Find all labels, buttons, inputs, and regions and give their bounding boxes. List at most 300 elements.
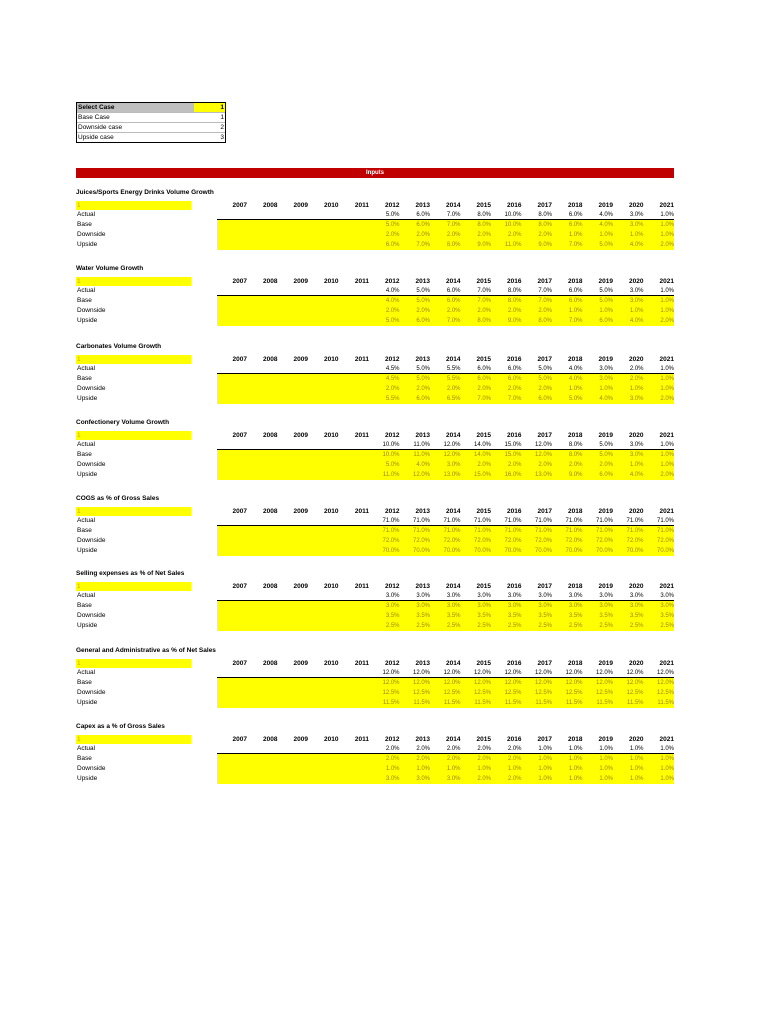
row-cells <box>217 621 675 631</box>
value-cell[interactable]: 12.0% <box>583 678 614 688</box>
value-cell[interactable]: 1.0% <box>644 230 675 240</box>
value-cell: 10.0% <box>382 442 400 448</box>
value-cell[interactable]: 6.0% <box>491 374 522 384</box>
case-selector-cell[interactable]: 1 <box>76 277 191 286</box>
value-cell[interactable]: 12.5% <box>400 688 431 698</box>
value-cell[interactable]: 3.0% <box>369 601 400 611</box>
year-header: 2012 <box>385 660 400 667</box>
value-cell[interactable]: 1.0% <box>644 296 675 306</box>
value-cell[interactable]: 3.0% <box>522 601 553 611</box>
value-cell[interactable]: 6.0% <box>522 394 553 404</box>
case-selector-cell[interactable]: 1 <box>76 735 191 744</box>
value-cell[interactable]: 4.0% <box>583 394 614 404</box>
value-cell[interactable]: 2.0% <box>369 754 400 764</box>
value-cell[interactable]: 2.0% <box>400 230 431 240</box>
value-cell[interactable]: 2.0% <box>461 384 492 394</box>
value-cell[interactable]: 1.0% <box>430 764 461 774</box>
value-cell[interactable]: 70.0% <box>461 546 492 556</box>
value-cell[interactable]: 1.0% <box>613 230 644 240</box>
value-cell[interactable]: 2.0% <box>522 306 553 316</box>
value-cell[interactable]: 12.0% <box>400 470 431 480</box>
value-cell: 1.0% <box>599 746 613 752</box>
value-cell[interactable]: 6.0% <box>400 316 431 326</box>
value-cell[interactable]: 12.5% <box>613 688 644 698</box>
value-cell[interactable]: 3.0% <box>400 774 431 784</box>
value-cell[interactable]: 2.0% <box>522 460 553 470</box>
value-cell[interactable]: 9.0% <box>461 240 492 250</box>
value-cell[interactable]: 3.0% <box>583 601 614 611</box>
row-label: Actual <box>77 365 96 372</box>
value-cell[interactable]: 4.0% <box>613 316 644 326</box>
value-cell[interactable]: 10.0% <box>491 220 522 230</box>
value-cell[interactable]: 8.0% <box>461 316 492 326</box>
empty-cell <box>247 374 278 384</box>
value-cell[interactable]: 5.0% <box>583 240 614 250</box>
row-label: Downside <box>77 612 106 619</box>
value-cell[interactable]: 1.0% <box>552 764 583 774</box>
value-cell[interactable]: 2.5% <box>491 621 522 631</box>
value-cell[interactable]: 1.0% <box>491 764 522 774</box>
case-selector-cell[interactable]: 1 <box>76 582 191 591</box>
section-title: COGS as % of Gross Sales <box>76 495 160 502</box>
value-cell[interactable]: 2.0% <box>461 460 492 470</box>
value-cell[interactable]: 2.5% <box>369 621 400 631</box>
value-cell[interactable]: 12.5% <box>522 688 553 698</box>
value-cell[interactable]: 3.5% <box>400 611 431 621</box>
value-cell[interactable]: 72.0% <box>613 536 644 546</box>
value-cell: 12.0% <box>565 670 583 676</box>
value-cell[interactable]: 15.0% <box>461 470 492 480</box>
value-cell[interactable]: 11.5% <box>613 698 644 708</box>
year-header: 2010 <box>324 278 339 285</box>
value-cell[interactable]: 11.5% <box>430 698 461 708</box>
value-cell[interactable]: 7.0% <box>400 240 431 250</box>
value-cell[interactable]: 11.5% <box>552 698 583 708</box>
value-cell[interactable]: 7.0% <box>552 240 583 250</box>
value-cell[interactable]: 6.0% <box>552 220 583 230</box>
value-cell[interactable]: 1.0% <box>583 230 614 240</box>
value-cell[interactable]: 11.0% <box>400 450 431 460</box>
value-cell[interactable]: 1.0% <box>583 754 614 764</box>
value-cell[interactable]: 1.0% <box>613 774 644 784</box>
value-cell[interactable]: 2.0% <box>491 230 522 240</box>
value-cell[interactable]: 1.0% <box>522 774 553 784</box>
value-cell[interactable]: 12.5% <box>552 688 583 698</box>
value-cell[interactable]: 2.0% <box>369 230 400 240</box>
empty-cell <box>247 744 278 753</box>
value-cell[interactable]: 3.0% <box>430 460 461 470</box>
value-cell[interactable]: 2.5% <box>400 621 431 631</box>
value-cell[interactable]: 2.5% <box>430 621 461 631</box>
value-cell[interactable]: 2.0% <box>400 754 431 764</box>
value-cell[interactable]: 1.0% <box>369 764 400 774</box>
value-cell[interactable]: 1.0% <box>644 384 675 394</box>
value-cell[interactable]: 11.5% <box>644 698 675 708</box>
value-cell[interactable]: 1.0% <box>583 764 614 774</box>
value-cell[interactable]: 2.0% <box>369 306 400 316</box>
value-cell[interactable]: 5.5% <box>430 374 461 384</box>
value-cell[interactable]: 2.5% <box>461 621 492 631</box>
value-cell[interactable]: 72.0% <box>400 536 431 546</box>
value-cell[interactable]: 2.0% <box>583 460 614 470</box>
row-label: Base <box>77 375 92 382</box>
value-cell[interactable]: 3.0% <box>613 450 644 460</box>
value-cell[interactable]: 12.5% <box>369 688 400 698</box>
value-cell[interactable]: 5.0% <box>552 394 583 404</box>
value-cell[interactable]: 5.5% <box>369 394 400 404</box>
value-cell[interactable]: 3.0% <box>461 601 492 611</box>
value-cell[interactable]: 2.5% <box>613 621 644 631</box>
value-cell[interactable]: 6.0% <box>400 220 431 230</box>
value-cell[interactable]: 6.0% <box>583 316 614 326</box>
year-header: 2012 <box>385 583 400 590</box>
value-cell[interactable]: 3.0% <box>583 374 614 384</box>
value-cell[interactable]: 7.0% <box>491 394 522 404</box>
value-cell[interactable]: 11.5% <box>491 698 522 708</box>
case-selector-cell[interactable]: 1 <box>76 659 191 668</box>
empty-cell <box>339 306 370 316</box>
value-cell[interactable]: 8.0% <box>552 450 583 460</box>
value-cell[interactable]: 1.0% <box>552 306 583 316</box>
value-cell[interactable]: 11.0% <box>491 240 522 250</box>
case-selector-cell[interactable]: 1 <box>76 507 191 516</box>
section-title: Confectionery Volume Growth <box>76 419 170 426</box>
year-header: 2016 <box>507 660 522 667</box>
value-cell[interactable]: 2.0% <box>491 774 522 784</box>
year-header: 2010 <box>324 736 339 743</box>
value-cell[interactable]: 71.0% <box>369 526 400 536</box>
value-cell[interactable]: 1.0% <box>400 764 431 774</box>
empty-cell <box>278 536 309 546</box>
value-cell[interactable]: 5.0% <box>400 374 431 384</box>
value-cell[interactable]: 2.0% <box>430 754 461 764</box>
value-cell[interactable]: 8.0% <box>430 240 461 250</box>
value-cell[interactable]: 2.0% <box>400 306 431 316</box>
value-cell[interactable]: 2.0% <box>522 384 553 394</box>
year-header: 2021 <box>659 583 674 590</box>
value-cell[interactable]: 71.0% <box>491 526 522 536</box>
value-cell[interactable]: 72.0% <box>522 536 553 546</box>
value-cell[interactable]: 1.0% <box>583 306 614 316</box>
value-cell[interactable]: 5.0% <box>369 460 400 470</box>
value-cell[interactable]: 6.0% <box>583 470 614 480</box>
value-cell[interactable]: 7.0% <box>430 316 461 326</box>
value-cell[interactable]: 1.0% <box>613 460 644 470</box>
value-cell[interactable]: 1.0% <box>613 384 644 394</box>
value-cell[interactable]: 2.0% <box>461 230 492 240</box>
value-cell[interactable]: 2.0% <box>644 316 675 326</box>
value-cell[interactable]: 72.0% <box>583 536 614 546</box>
value-cell[interactable]: 2.0% <box>491 384 522 394</box>
value-cell[interactable]: 3.5% <box>613 611 644 621</box>
value-cell[interactable]: 2.5% <box>644 621 675 631</box>
value-cell[interactable]: 3.0% <box>400 601 431 611</box>
value-cell[interactable]: 12.0% <box>400 678 431 688</box>
value-cell[interactable]: 71.0% <box>522 526 553 536</box>
value-cell[interactable]: 70.0% <box>400 546 431 556</box>
value-cell[interactable]: 2.0% <box>613 374 644 384</box>
value-cell[interactable]: 3.5% <box>583 611 614 621</box>
value-cell[interactable]: 6.0% <box>369 240 400 250</box>
value-cell[interactable]: 1.0% <box>644 460 675 470</box>
value-cell[interactable]: 10.0% <box>369 450 400 460</box>
empty-cell <box>217 460 248 470</box>
empty-cell <box>247 210 278 219</box>
value-cell[interactable]: 1.0% <box>552 754 583 764</box>
value-cell[interactable]: 6.0% <box>461 374 492 384</box>
value-cell[interactable]: 2.0% <box>461 774 492 784</box>
value-cell[interactable]: 2.0% <box>552 460 583 470</box>
row-label: Upside <box>77 241 98 248</box>
value-cell[interactable]: 12.0% <box>644 678 675 688</box>
value-cell[interactable]: 12.0% <box>522 450 553 460</box>
value-cell[interactable]: 70.0% <box>644 546 675 556</box>
value-cell[interactable]: 1.0% <box>644 220 675 230</box>
value-cell[interactable]: 4.0% <box>400 460 431 470</box>
case-selector-cell[interactable]: 1 <box>76 431 191 440</box>
value-cell[interactable]: 2.5% <box>552 621 583 631</box>
year-header: 2016 <box>507 356 522 363</box>
value-cell[interactable]: 11.5% <box>461 698 492 708</box>
value-cell[interactable]: 1.0% <box>644 754 675 764</box>
year-header: 2011 <box>354 736 369 743</box>
value-cell[interactable]: 2.0% <box>461 306 492 316</box>
value-cell[interactable]: 5.0% <box>583 296 614 306</box>
value-cell[interactable]: 70.0% <box>369 546 400 556</box>
value-cell[interactable]: 7.0% <box>430 220 461 230</box>
value-cell[interactable]: 7.0% <box>522 296 553 306</box>
case-selector-cell[interactable]: 1 <box>76 355 191 364</box>
value-cell[interactable]: 3.0% <box>613 601 644 611</box>
value-cell[interactable]: 3.5% <box>430 611 461 621</box>
empty-cell <box>247 286 278 295</box>
value-cell[interactable]: 6.5% <box>430 394 461 404</box>
value-cell[interactable]: 12.5% <box>430 688 461 698</box>
value-cell[interactable]: 1.0% <box>552 384 583 394</box>
value-cell[interactable]: 4.0% <box>583 220 614 230</box>
value-cell[interactable]: 6.0% <box>430 296 461 306</box>
value-cell[interactable]: 3.0% <box>613 296 644 306</box>
empty-cell <box>339 394 370 404</box>
value-cell[interactable]: 13.0% <box>430 470 461 480</box>
value-cell[interactable]: 11.5% <box>583 698 614 708</box>
empty-cell <box>217 240 248 250</box>
value-cell[interactable]: 3.0% <box>613 394 644 404</box>
value-cell[interactable]: 72.0% <box>369 536 400 546</box>
value-cell: 12.0% <box>412 670 430 676</box>
value-cell[interactable]: 12.5% <box>491 688 522 698</box>
value-cell[interactable]: 12.0% <box>430 450 461 460</box>
value-cell[interactable]: 11.0% <box>369 470 400 480</box>
value-cell[interactable]: 12.0% <box>491 678 522 688</box>
value-cell[interactable]: 2.0% <box>491 460 522 470</box>
value-cell[interactable]: 3.0% <box>369 774 400 784</box>
value-cell[interactable]: 70.0% <box>583 546 614 556</box>
value-cell[interactable]: 1.0% <box>583 774 614 784</box>
value-cell[interactable]: 70.0% <box>430 546 461 556</box>
value-cell[interactable]: 6.0% <box>552 296 583 306</box>
value-cell[interactable]: 1.0% <box>644 764 675 774</box>
value-cell[interactable]: 2.0% <box>491 754 522 764</box>
value-cell[interactable]: 1.0% <box>522 754 553 764</box>
value-cell[interactable]: 11.5% <box>522 698 553 708</box>
row-cells <box>217 286 675 296</box>
value-cell[interactable]: 70.0% <box>522 546 553 556</box>
value-cell[interactable]: 12.0% <box>430 678 461 688</box>
row-label: Upside <box>77 395 98 402</box>
input-section <box>76 722 674 784</box>
value-cell[interactable]: 2.5% <box>583 621 614 631</box>
value-cell[interactable]: 8.0% <box>522 316 553 326</box>
value-cell[interactable]: 1.0% <box>552 774 583 784</box>
value-cell[interactable]: 15.0% <box>491 450 522 460</box>
value-cell[interactable]: 4.0% <box>613 240 644 250</box>
value-cell[interactable]: 5.0% <box>522 374 553 384</box>
value-cell[interactable]: 2.0% <box>644 240 675 250</box>
table-row-downside <box>76 688 674 698</box>
case-selector-value-cell[interactable]: 1 <box>194 103 225 112</box>
value-cell[interactable]: 70.0% <box>491 546 522 556</box>
value-cell[interactable]: 3.5% <box>644 611 675 621</box>
value-cell[interactable]: 7.0% <box>461 394 492 404</box>
value-cell[interactable]: 1.0% <box>522 764 553 774</box>
value-cell: 2.0% <box>385 746 400 752</box>
row-cells <box>217 546 675 556</box>
value-cell[interactable]: 72.0% <box>430 536 461 546</box>
value-cell[interactable]: 72.0% <box>491 536 522 546</box>
value-cell[interactable]: 2.0% <box>644 394 675 404</box>
value-cell[interactable]: 9.0% <box>552 470 583 480</box>
value-cell[interactable]: 3.0% <box>613 220 644 230</box>
value-cell[interactable]: 4.0% <box>552 374 583 384</box>
value-cell[interactable]: 3.5% <box>552 611 583 621</box>
empty-cell <box>217 774 248 784</box>
value-cell[interactable]: 5.0% <box>369 316 400 326</box>
value-cell[interactable]: 71.0% <box>583 526 614 536</box>
value-cell[interactable]: 12.0% <box>461 678 492 688</box>
value-cell[interactable]: 1.0% <box>461 764 492 774</box>
value-cell[interactable]: 7.0% <box>552 316 583 326</box>
value-cell[interactable]: 3.0% <box>430 601 461 611</box>
value-cell[interactable]: 1.0% <box>644 306 675 316</box>
value-cell[interactable]: 14.0% <box>461 450 492 460</box>
value-cell[interactable]: 12.0% <box>613 678 644 688</box>
value-cell[interactable]: 2.0% <box>430 384 461 394</box>
value-cell[interactable]: 1.0% <box>613 764 644 774</box>
empty-cell <box>339 668 370 677</box>
value-cell[interactable]: 4.5% <box>369 374 400 384</box>
value-cell[interactable]: 71.0% <box>644 526 675 536</box>
year-header: 2020 <box>629 202 644 209</box>
value-cell[interactable]: 1.0% <box>583 384 614 394</box>
value-cell[interactable]: 11.5% <box>369 698 400 708</box>
value-cell[interactable]: 1.0% <box>613 306 644 316</box>
year-header: 2017 <box>537 278 552 285</box>
value-cell[interactable]: 5.0% <box>583 450 614 460</box>
value-cell[interactable]: 70.0% <box>613 546 644 556</box>
value-cell[interactable]: 1.0% <box>613 754 644 764</box>
value-cell[interactable]: 3.0% <box>644 601 675 611</box>
value-cell[interactable]: 72.0% <box>552 536 583 546</box>
value-cell[interactable]: 71.0% <box>613 526 644 536</box>
case-selector-cell[interactable]: 1 <box>76 201 191 210</box>
value-cell[interactable]: 12.0% <box>522 678 553 688</box>
value-cell[interactable]: 2.0% <box>400 384 431 394</box>
empty-cell <box>308 688 339 698</box>
value-cell[interactable]: 8.0% <box>461 220 492 230</box>
value-cell[interactable]: 12.5% <box>583 688 614 698</box>
value-cell[interactable]: 2.0% <box>430 230 461 240</box>
value-cell[interactable]: 71.0% <box>552 526 583 536</box>
value-cell[interactable]: 70.0% <box>552 546 583 556</box>
value-cell[interactable]: 2.5% <box>522 621 553 631</box>
value-cell[interactable]: 2.0% <box>522 230 553 240</box>
value-cell[interactable]: 12.0% <box>552 678 583 688</box>
value-cell: 14.0% <box>473 442 491 448</box>
value-cell[interactable]: 71.0% <box>400 526 431 536</box>
value-cell[interactable]: 72.0% <box>644 536 675 546</box>
value-cell[interactable]: 71.0% <box>461 526 492 536</box>
value-cell[interactable]: 5.0% <box>400 296 431 306</box>
value-cell[interactable]: 71.0% <box>430 526 461 536</box>
value-cell[interactable]: 2.0% <box>369 384 400 394</box>
value-cell[interactable]: 11.5% <box>400 698 431 708</box>
value-cell[interactable]: 9.0% <box>491 316 522 326</box>
value-cell: 12.0% <box>656 670 674 676</box>
value-cell: 6.0% <box>416 212 430 218</box>
table-row-base <box>76 374 674 384</box>
value-cell[interactable]: 2.0% <box>430 306 461 316</box>
value-cell[interactable]: 12.5% <box>644 688 675 698</box>
value-cell[interactable]: 5.0% <box>369 220 400 230</box>
value-cell[interactable]: 3.0% <box>552 601 583 611</box>
value-cell[interactable]: 8.0% <box>491 296 522 306</box>
value-cell[interactable]: 12.0% <box>369 678 400 688</box>
value-cell[interactable]: 3.5% <box>369 611 400 621</box>
value-cell[interactable]: 2.0% <box>461 754 492 764</box>
value-cell[interactable]: 1.0% <box>644 374 675 384</box>
empty-cell <box>217 364 248 373</box>
value-cell: 1.0% <box>660 366 674 372</box>
value-cell[interactable]: 2.0% <box>644 470 675 480</box>
value-cell[interactable]: 4.0% <box>613 470 644 480</box>
value-cell[interactable]: 16.0% <box>491 470 522 480</box>
value-cell: 4.5% <box>385 366 400 372</box>
value-cell[interactable]: 1.0% <box>552 230 583 240</box>
empty-cell <box>247 546 278 556</box>
value-cell[interactable]: 1.0% <box>644 450 675 460</box>
value-cell: 5.0% <box>416 288 430 294</box>
value-cell[interactable]: 72.0% <box>461 536 492 546</box>
row-cells <box>217 754 675 764</box>
value-cell[interactable]: 12.5% <box>461 688 492 698</box>
value-cell[interactable]: 13.0% <box>522 470 553 480</box>
value-cell[interactable]: 1.0% <box>644 774 675 784</box>
value-cell[interactable]: 8.0% <box>522 220 553 230</box>
value-cell[interactable]: 3.5% <box>522 611 553 621</box>
value-cell[interactable]: 3.0% <box>491 601 522 611</box>
value-cell[interactable]: 3.5% <box>491 611 522 621</box>
value-cell[interactable]: 2.0% <box>491 306 522 316</box>
value-cell[interactable]: 7.0% <box>461 296 492 306</box>
value-cell[interactable]: 9.0% <box>522 240 553 250</box>
value-cell[interactable]: 3.5% <box>461 611 492 621</box>
value-cell[interactable]: 3.0% <box>430 774 461 784</box>
value-cell[interactable]: 4.0% <box>369 296 400 306</box>
year-header: 2018 <box>568 278 583 285</box>
value-cell[interactable]: 6.0% <box>400 394 431 404</box>
table-row-upside <box>76 546 674 556</box>
